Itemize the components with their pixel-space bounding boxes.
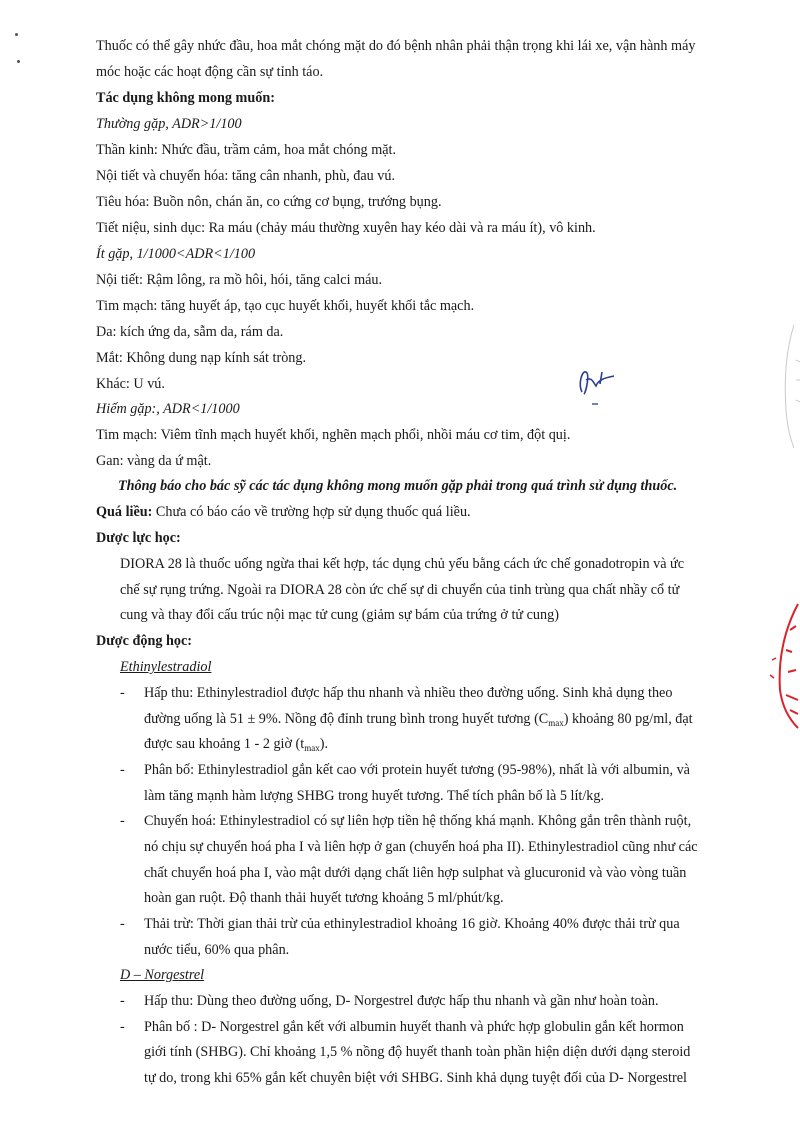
uncommon-item: Mắt: Không dung nạp kính sát tròng. <box>96 350 307 366</box>
bullet-dash: - <box>120 685 125 701</box>
overdose-label: Quá liều: <box>96 504 153 520</box>
uncommon-label: Ít gặp, 1/1000<ADR<1/100 <box>96 246 256 262</box>
faded-stamp-edge <box>774 320 800 450</box>
adverse-heading: Tác dụng không mong muốn: <box>96 90 275 106</box>
ng-distribution-line: Phân bố : D- Norgestrel gắn kết với albumin huyết thanh và phức hợp globulin gắn kết hormon <box>144 1019 684 1035</box>
ee-absorption-line <box>144 735 328 757</box>
rare-item: Gan: vàng da ứ mật. <box>96 453 212 469</box>
bullet-dash: - <box>120 993 125 1009</box>
ee-absorption-text: đường uống là 51 ± 9%. Nồng độ đỉnh trung bình trong huyết tương (C <box>144 711 549 727</box>
pharmacodynamics-line: cung và thay đổi cấu trúc nội mạc tử cung (giảm sự bám của trứng ở tử cung) <box>120 607 559 623</box>
pharmacodynamics-line: DIORA 28 là thuốc uống ngừa thai kết hợp, tác dụng chủ yếu bằng cách ức chế gonadotropin và ức <box>120 556 685 572</box>
ng-absorption-line: Hấp thu: Dùng theo đường uống, D- Norgestrel được hấp thu nhanh và gần như hoàn toàn. <box>144 993 659 1009</box>
ee-elimination-line: nước tiểu, 60% qua phân. <box>144 942 290 958</box>
uncommon-item: Nội tiết: Rậm lông, ra mồ hôi, hói, tăng calci máu. <box>96 272 383 288</box>
common-item: Thần kinh: Nhức đầu, trầm cảm, hoa mắt chóng mặt. <box>96 142 397 158</box>
scan-speck <box>17 60 20 63</box>
ee-absorption-text: ). <box>319 736 328 752</box>
intro-line-2: móc hoặc các hoạt động cần sự tỉnh táo. <box>96 64 324 80</box>
ee-absorption-text: ) khoảng 80 pg/ml, đạt <box>563 711 693 727</box>
pharmacokinetics-heading: Dược động học: <box>96 633 192 649</box>
common-item: Tiêu hóa: Buồn nôn, chán ăn, co cứng cơ bụng, trướng bụng. <box>96 194 442 210</box>
intro-line-1: Thuốc có thể gây nhức đầu, hoa mắt chóng mặt do đó bệnh nhân phải thận trọng khi lái xe, vận hành máy <box>96 38 696 54</box>
bullet-dash: - <box>120 916 125 932</box>
norgestrel-title: D – Norgestrel <box>120 967 205 983</box>
ethinylestradiol-title: Ethinylestradiol <box>120 659 212 675</box>
uncommon-item: Khác: U vú. <box>96 376 165 392</box>
ee-distribution-line: Phân bố: Ethinylestradiol gắn kết cao với protein huyết tương (95-98%), nhất là với albumin, và <box>144 762 690 778</box>
ee-metabolism-line: nó chịu sự chuyển hoá pha I và liên hợp ở gan (chuyển hoá pha II). Ethinylestradiol cũng như các <box>144 839 698 855</box>
bullet-dash: - <box>120 813 125 829</box>
signature-mark <box>574 362 624 410</box>
adverse-notice: Thông báo cho bác sỹ các tác dụng không mong muốn gặp phải trong quá trình sử dụng thuốc. <box>118 478 678 494</box>
ee-elimination-line: Thải trừ: Thời gian thải trừ của ethinylestradiol khoảng 16 giờ. Khoảng 40% được thải trừ qua <box>144 916 680 932</box>
ee-metabolism-line: hoàn gan ruột. Độ thanh thải huyết tương khoảng 5 ml/phút/kg. <box>144 890 504 906</box>
ng-distribution-line: tự do, trong khi 65% gắn kết chuyên biệt với SHBG. Sinh khả dụng tuyệt đối của D- Norgestrel <box>144 1070 687 1086</box>
pharmacodynamics-heading: Dược lực học: <box>96 530 181 546</box>
bullet-dash: - <box>120 1019 125 1035</box>
common-label: Thường gặp, ADR>1/100 <box>96 116 242 132</box>
pharmacodynamics-line: chế sự rụng trứng. Ngoài ra DIORA 28 còn ức chế sự di chuyển của tinh trùng qua chất nhầy cổ tử <box>120 582 680 598</box>
common-item: Tiết niệu, sinh dục: Ra máu (chảy máu thường xuyên hay kéo dài và ra máu ít), vô kinh. <box>96 220 596 236</box>
overdose-line <box>96 503 471 521</box>
ee-absorption-text: được sau khoảng 1 - 2 giờ (t <box>144 736 305 752</box>
bullet-dash: - <box>120 762 125 778</box>
ee-metabolism-line: chất chuyển hoá pha I, vào mật dưới dạng chất liên hợp sulphat và glucuronid và vào vòng tuần <box>144 865 687 881</box>
ng-distribution-line: giới tính (SHBG). Chỉ khoảng 1,5 % nồng độ huyết thanh toàn phần hiện diện dưới dạng steroid <box>144 1044 691 1060</box>
common-item: Nội tiết và chuyển hóa: tăng cân nhanh, phù, đau vú. <box>96 168 396 184</box>
ee-distribution-line: làm tăng mạnh hàm lượng SHBG trong huyết tương. Thể tích phân bố là 5 lít/kg. <box>144 788 605 804</box>
ee-absorption-line: Hấp thu: Ethinylestradiol được hấp thu nhanh và nhiều theo đường uống. Sinh khả dụng theo <box>144 685 673 701</box>
rare-label: Hiếm gặp:, ADR<1/1000 <box>96 401 240 417</box>
overdose-text: Chưa có báo cáo về trường hợp sử dụng thuốc quá liều. <box>152 504 471 520</box>
ee-metabolism-line: Chuyển hoá: Ethinylestradiol có sự liên hợp tiền hệ thống khá mạnh. Không gắn trên thành ruột, <box>144 813 692 829</box>
red-stamp-edge <box>762 600 800 730</box>
cmax-subscript: max <box>548 718 564 728</box>
uncommon-item: Da: kích ứng da, sẫm da, rám da. <box>96 324 284 340</box>
uncommon-item: Tim mạch: tăng huyết áp, tạo cục huyết khối, huyết khối tắc mạch. <box>96 298 475 314</box>
tmax-subscript: max <box>304 743 320 753</box>
ee-absorption-line <box>144 710 693 732</box>
rare-item: Tim mạch: Viêm tĩnh mạch huyết khối, nghẽn mạch phổi, nhồi máu cơ tim, đột quị. <box>96 427 571 443</box>
scan-speck <box>15 33 18 36</box>
